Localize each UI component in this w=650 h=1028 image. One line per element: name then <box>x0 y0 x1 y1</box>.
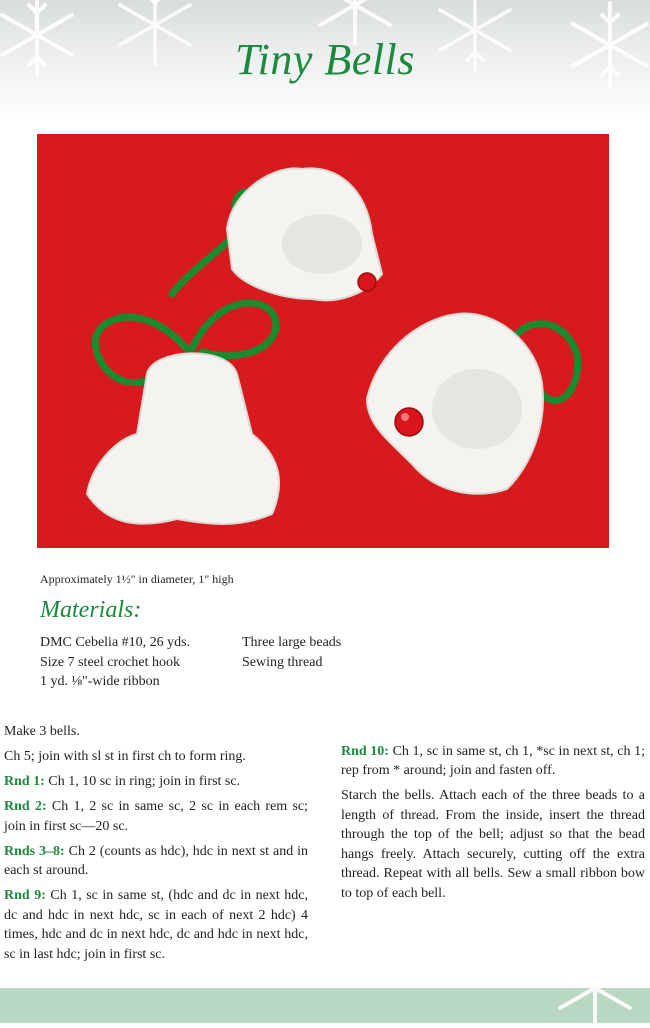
round-label: Rnd 1: <box>4 774 45 789</box>
material-item: Three large beads <box>242 635 342 650</box>
bells-illustration <box>37 134 609 548</box>
round-text: Ch 1, 10 sc in ring; join in first sc. <box>44 774 241 789</box>
round-text: Ch 1, sc in same st, (hdc and dc in next hdc, dc and hdc in next hdc, sc in each of next 2 hdc) 4 times, hdc and dc in next hdc, dc and hdc in next hdc, sc in last hdc; join in first sc. <box>4 888 308 962</box>
bells-photo <box>37 134 609 548</box>
page-title: Tiny Bells <box>235 35 415 84</box>
round-label: Rnd 10: <box>341 743 389 759</box>
instruction-rnd3-8 <box>4 842 308 881</box>
instruction-finish: Starch the bells. Attach each of the three beads to a length of thread. From the inside, insert the thread through the top of the bell; adjust so that the bead hangs freely. Attach securely, cutting off the extra thread. Repeat with all bells. Sew a small ribbon bow to top of each bell. <box>341 788 645 901</box>
instruction-rnd2 <box>4 797 308 836</box>
materials-list-left <box>40 633 190 692</box>
round-text: Ch 2 (counts as hdc), hdc in next st and in each st around. <box>4 843 308 878</box>
round-text: Ch 1, 2 sc in same sc, 2 sc in each rem sc; join in first sc—20 sc. <box>4 799 308 834</box>
material-item: DMC Cebelia #10, 26 yds. <box>40 635 191 650</box>
material-item: Sewing thread <box>242 654 323 670</box>
round-label: Rnds 3–8: <box>4 843 65 859</box>
round-text: Ch 1, sc in same st, ch 1, *sc in next st, ch 1; rep from * around; join and fasten off. <box>341 743 645 778</box>
materials-list-right <box>242 633 341 672</box>
instruction-rnd10 <box>341 742 645 781</box>
instruction-rnd1 <box>4 772 308 792</box>
round-label: Rnd 9: <box>4 888 46 903</box>
material-item: 1 yd. ⅛"-wide ribbon <box>40 674 160 689</box>
material-item: Size 7 steel crochet hook <box>40 654 180 670</box>
instruction-ch5: Ch 5; join with sl st in first ch to form ring. <box>4 749 246 764</box>
round-label: Rnd 2: <box>4 799 47 814</box>
snowflake-icon <box>540 948 650 1028</box>
footer-band <box>0 988 650 1023</box>
instructions-column-right <box>341 742 645 909</box>
size-note: Approximately 1½" in diameter, 1" high <box>40 572 234 586</box>
instructions-column-left <box>4 722 308 970</box>
instruction-make: Make 3 bells. <box>4 724 80 739</box>
instruction-rnd9 <box>4 886 308 964</box>
materials-heading: Materials: <box>40 597 142 623</box>
